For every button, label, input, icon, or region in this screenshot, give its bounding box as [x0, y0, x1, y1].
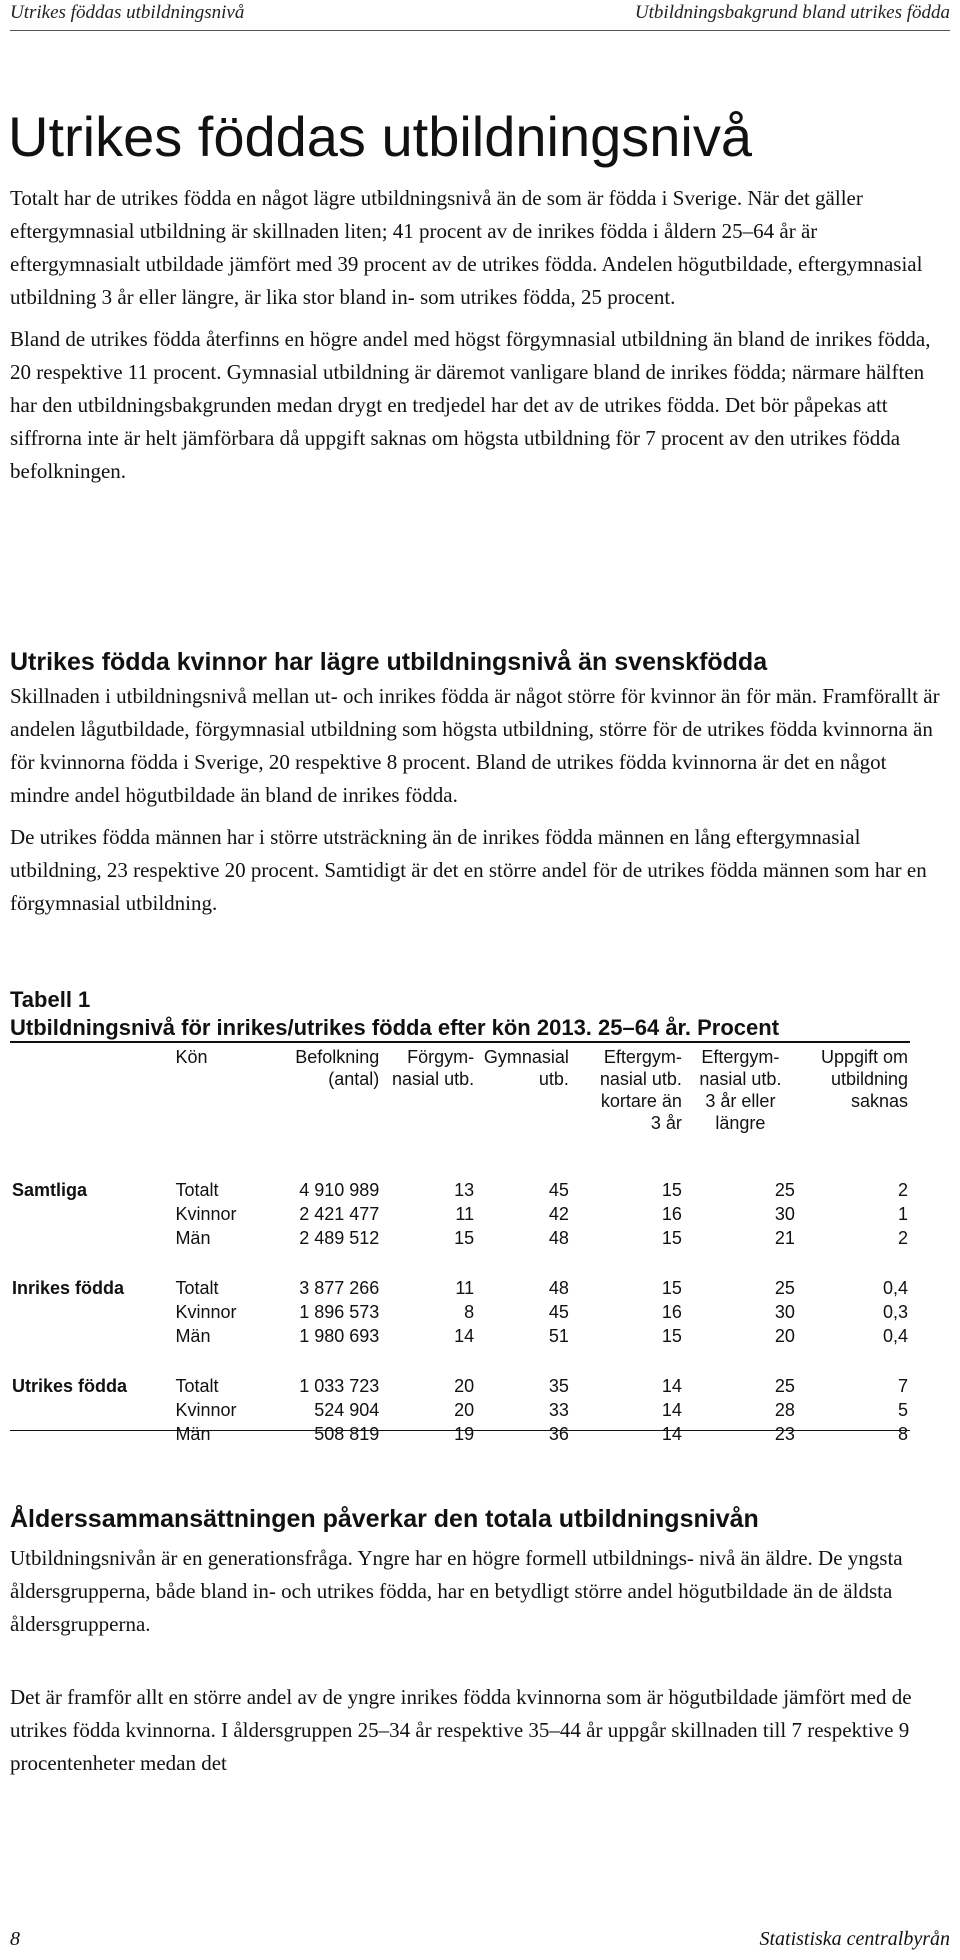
table-row: Samtliga Totalt 4 910 989 13 45 15 25 2	[12, 1180, 908, 1200]
table-row: Män 2 489 512 15 48 15 21 2	[175, 1228, 908, 1248]
table-row: Män 1 980 693 14 51 15 20 0,4	[175, 1326, 908, 1346]
header-right: Utbildningsbakgrund bland utrikes födda	[634, 2, 950, 23]
header-left: Utrikes föddas utbildningsnivå	[10, 2, 245, 23]
col-header-forgymnasial: Förgym- nasial utb.	[392, 1047, 475, 1089]
table-caption	[10, 986, 950, 1042]
paragraph: De utrikes födda männen har i större utsträckning än de inrikes födda männen en lång eftergymnasial utbildning, 23 respektive 20 procent. Samtidigt är det en större andel för de utrikes födda männen som har en förgymnasial utbildning.	[10, 825, 927, 915]
col-header-saknas: Uppgift om utbildning saknas	[820, 1047, 908, 1111]
col-header-kon: Kön	[175, 1047, 208, 1067]
col-header-eftergymnasial-lang: Eftergym- nasial utb. 3 år eller längre	[699, 1047, 782, 1133]
publisher-name: Statistiska centralbyrån	[759, 1928, 950, 1950]
table-row: Kvinnor 1 896 573 8 45 16 30 0,3	[175, 1302, 908, 1322]
paragraph: Det är framför allt en större andel av de yngre inrikes födda kvinnorna som är högutbildade jämfört med de utrikes födda kvinnorna. I åldersgruppen 25–34 år respektive 35–44 år uppgår skillnaden till 7 respektive 9 procentenheter medan det	[10, 1685, 912, 1775]
table-label: Tabell 1	[10, 987, 91, 1012]
section-2	[10, 646, 950, 920]
table-title: Utbildningsnivå för inrikes/utrikes födda efter kön 2013. 25–64 år. Procent	[10, 1015, 780, 1040]
paragraph: Skillnaden i utbildningsnivå mellan ut- och inrikes födda är något större för kvinnor än för män. Framförallt är andelen lågutbildade, förgymnasial utbildning som högsta utbildning, större för de utrikes födda kvinnorna än för kvinnorna födda i Sverige, 20 respektive 8 procent. Bland de utrikes födda kvinnorna är det en något mindre andel högutbildade än bland de inrikes födda.	[10, 684, 940, 807]
section-3	[10, 1503, 950, 1780]
paragraph: Totalt har de utrikes födda en något lägre utbildningsnivå än de som är födda i Sverige. När det gäller eftergymnasial utbildning är skillnaden liten; 41 procent av de inrikes födda i åldern 25–64 år är eftergymnasialt utbildade jämfört med 39 procent av de utrikes födda. Andelen högutbildade, eftergymnasial utbildning 3 år eller längre, är lika stor bland in- som utrikes födda, 25 procent.	[10, 186, 923, 309]
section-title-3: Ålderssammansättningen påverkar den totala utbildningsnivån	[10, 1505, 759, 1533]
table-row: Inrikes födda Totalt 3 877 266 11 48 15 25 0,4	[12, 1278, 908, 1298]
section-1-body	[10, 182, 950, 488]
col-header-gymnasial: Gymnasial utb.	[483, 1047, 569, 1089]
page-footer	[10, 1928, 950, 1951]
table-row: Utrikes födda Totalt 1 033 723 20 35 14 25 7	[12, 1376, 908, 1396]
table-bottom-rule	[10, 1430, 910, 1431]
running-header	[10, 0, 950, 34]
page-number: 8	[10, 1928, 20, 1950]
col-header-befolkning: Befolkning (antal)	[295, 1047, 380, 1089]
table-header-row	[10, 1046, 910, 1134]
section-title-1: Utrikes föddas utbildningsnivå	[8, 105, 752, 168]
section-title-2: Utrikes födda kvinnor har lägre utbildningsnivå än svenskfödda	[10, 648, 768, 676]
header-rule	[10, 30, 950, 31]
table-top-rule	[10, 1041, 910, 1043]
table-row: Kvinnor 524 904 20 33 14 28 5	[175, 1400, 908, 1420]
table-row: Män 508 819 19 36 14 23 8	[175, 1424, 908, 1444]
col-header-eftergymnasial-kort: Eftergym- nasial utb. kortare än 3 år	[599, 1047, 682, 1133]
paragraph: Bland de utrikes födda återfinns en högre andel med högst förgymnasial utbildning än bland de inrikes födda, 20 respektive 11 procent. Gymnasial utbildning är däremot vanligare bland de inrikes födda; närmare hälften har den utbildningsbakgrunden medan drygt en tredjedel har det av de utrikes födda. Det bör påpekas att siffrorna inte är helt jämförbara då uppgift saknas om högsta utbildning för 7 procent av den utrikes födda befolkningen.	[10, 327, 931, 483]
table-row: Kvinnor 2 421 477 11 42 16 30 1	[175, 1204, 908, 1224]
education-table	[10, 1046, 910, 1446]
paragraph: Utbildningsnivån är en generationsfråga. Yngre har en högre formell utbildnings- nivå än äldre. De yngsta åldersgrupperna, både bland in- och utrikes födda, har en betydligt större andel högutbildade än de äldsta åldersgrupperna.	[10, 1546, 903, 1636]
